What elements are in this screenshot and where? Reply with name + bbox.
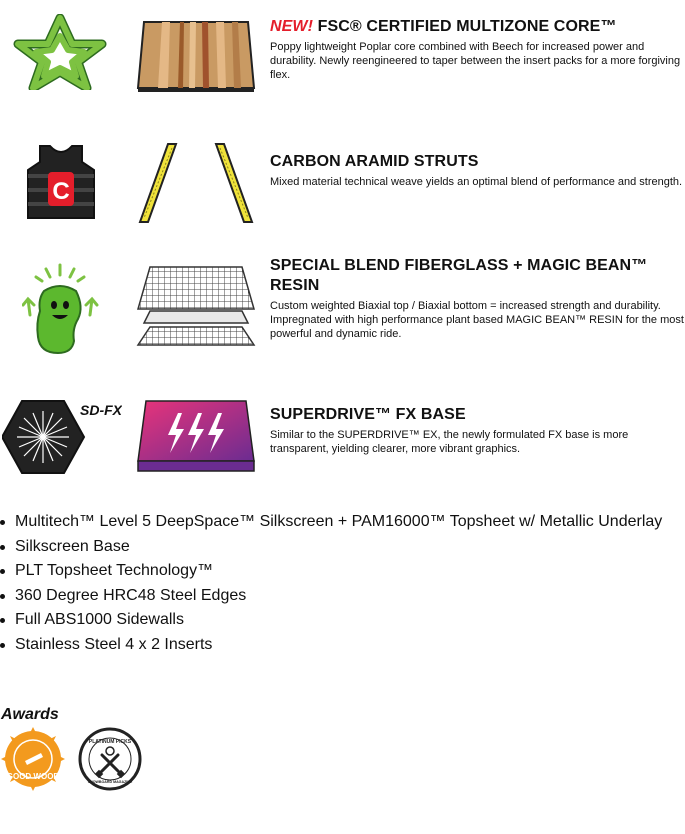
svg-text:C: C bbox=[52, 178, 70, 205]
list-item: 360 Degree HRC48 Steel Edges bbox=[0, 586, 685, 606]
feature-text bbox=[270, 256, 685, 341]
bullet-icon bbox=[0, 643, 5, 648]
bullet-icon bbox=[0, 594, 5, 599]
bullet-icon bbox=[0, 520, 5, 525]
vest-icon bbox=[24, 144, 144, 227]
struts-icon bbox=[134, 142, 258, 229]
bullet-icon bbox=[0, 618, 5, 623]
list-item: Stainless Steel 4 x 2 Inserts bbox=[0, 635, 685, 655]
svg-text:SD-FX: SD-FX bbox=[80, 402, 122, 418]
feature-carbon-aramid bbox=[0, 140, 685, 230]
feature-description: Similar to the SUPERDRIVE™ EX, the newly formulated FX base is more transparent, yielding clearer, more vibrant graphics. bbox=[270, 429, 629, 455]
list-item: Multitech™ Level 5 DeepSpace™ Silkscreen + PAM16000™ Topsheet w/ Metallic Underlay bbox=[0, 512, 685, 532]
fiberglass-layers-icon bbox=[134, 265, 258, 356]
feature-description: Custom weighted Biaxial top / Biaxial bottom = increased strength and durability. Impregnated with high performance plant based MAGIC BEAN™ RESIN for the most powerful and dynamic ride. bbox=[270, 300, 684, 340]
new-label: NEW! bbox=[270, 18, 314, 35]
feature-title: SUPERDRIVE™ FX BASE bbox=[270, 406, 466, 423]
awards-heading: Awards bbox=[1, 706, 59, 723]
feature-title: CARBON ARAMID STRUTS bbox=[270, 153, 479, 170]
list-item: Silkscreen Base bbox=[0, 537, 685, 557]
list-item: PLT Topsheet Technology™ bbox=[0, 561, 685, 581]
lightning-base-icon bbox=[134, 399, 258, 480]
svg-text:PLATINUM PICKS: PLATINUM PICKS bbox=[88, 739, 132, 745]
feature-text bbox=[270, 405, 685, 456]
feature-fiberglass bbox=[0, 255, 685, 365]
wood-core-icon bbox=[134, 18, 258, 99]
bullet-icon bbox=[0, 545, 5, 550]
specs-list bbox=[0, 512, 685, 659]
platinum-picks-award-icon bbox=[78, 727, 142, 796]
svg-text:SNOWBOARD MAGAZINE: SNOWBOARD MAGAZINE bbox=[87, 780, 133, 784]
svg-text:GOOD WOOD: GOOD WOOD bbox=[6, 772, 60, 781]
bean-icon bbox=[22, 263, 142, 360]
feature-text bbox=[270, 17, 685, 82]
starburst-hexagon-icon bbox=[2, 397, 122, 482]
feature-description: Mixed material technical weave yields an optimal blend of performance and strength. bbox=[270, 176, 683, 188]
star-knot-icon bbox=[12, 14, 132, 95]
feature-description: Poppy lightweight Poplar core combined with Beech for increased power and durability. Newly reengineered to taper between the insert packs for a more forgiving flex. bbox=[270, 41, 681, 81]
feature-multizone-core bbox=[0, 0, 685, 110]
list-item: Full ABS1000 Sidewalls bbox=[0, 610, 685, 630]
bullet-icon bbox=[0, 569, 5, 574]
feature-title: NEW! FSC® CERTIFIED MULTIZONE CORE™ bbox=[270, 18, 617, 35]
feature-text bbox=[270, 152, 685, 189]
good-wood-award-icon bbox=[1, 727, 65, 796]
feature-superdrive bbox=[0, 395, 685, 485]
feature-title: SPECIAL BLEND FIBERGLASS + MAGIC BEAN™ RESIN bbox=[270, 257, 648, 294]
